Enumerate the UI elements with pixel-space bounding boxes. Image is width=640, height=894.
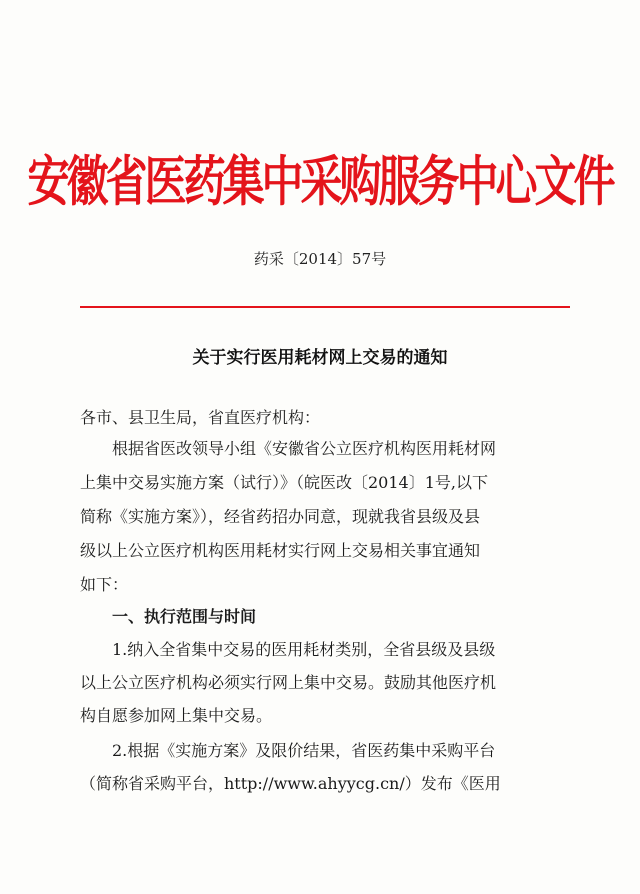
- paragraph-line: 1.纳入全省集中交易的医用耗材类别，全省县级及县级: [112, 640, 496, 659]
- paragraph-line: 级以上公立医疗机构医用耗材实行网上交易相关事宜通知: [80, 541, 481, 560]
- paragraph-line: 以上公立医疗机构必须实行网上集中交易。鼓励其他医疗机: [80, 673, 497, 692]
- red-divider-line: [80, 306, 570, 308]
- document-number: 药采〔2014〕57号: [253, 250, 387, 268]
- paragraph-line: （简称省采购平台，http://www.ahyycg.cn/）发布《医用: [80, 774, 501, 793]
- paragraph-line: 如下：: [80, 575, 129, 594]
- notice-title: 关于实行医用耗材网上交易的通知: [192, 348, 448, 368]
- paragraph-line: 构自愿参加网上集中交易。: [80, 706, 273, 725]
- paragraph-line: 2.根据《实施方案》及限价结果，省医药集中采购平台: [112, 741, 496, 760]
- document-header-title: 安徽省医药集中采购服务中心文件: [27, 150, 613, 213]
- salutation: 各市、县卫生局，省直医疗机构：: [80, 408, 321, 427]
- section-heading: 一、执行范围与时间: [112, 607, 257, 626]
- paragraph-line: 根据省医改领导小组《安徽省公立医疗机构医用耗材网: [112, 439, 497, 458]
- paragraph-line: 简称《实施方案》），经省药招办同意，现就我省县级及县: [80, 507, 481, 526]
- paragraph-line: 上集中交易实施方案（试行）》（皖医改〔2014〕1号,以下: [80, 473, 488, 492]
